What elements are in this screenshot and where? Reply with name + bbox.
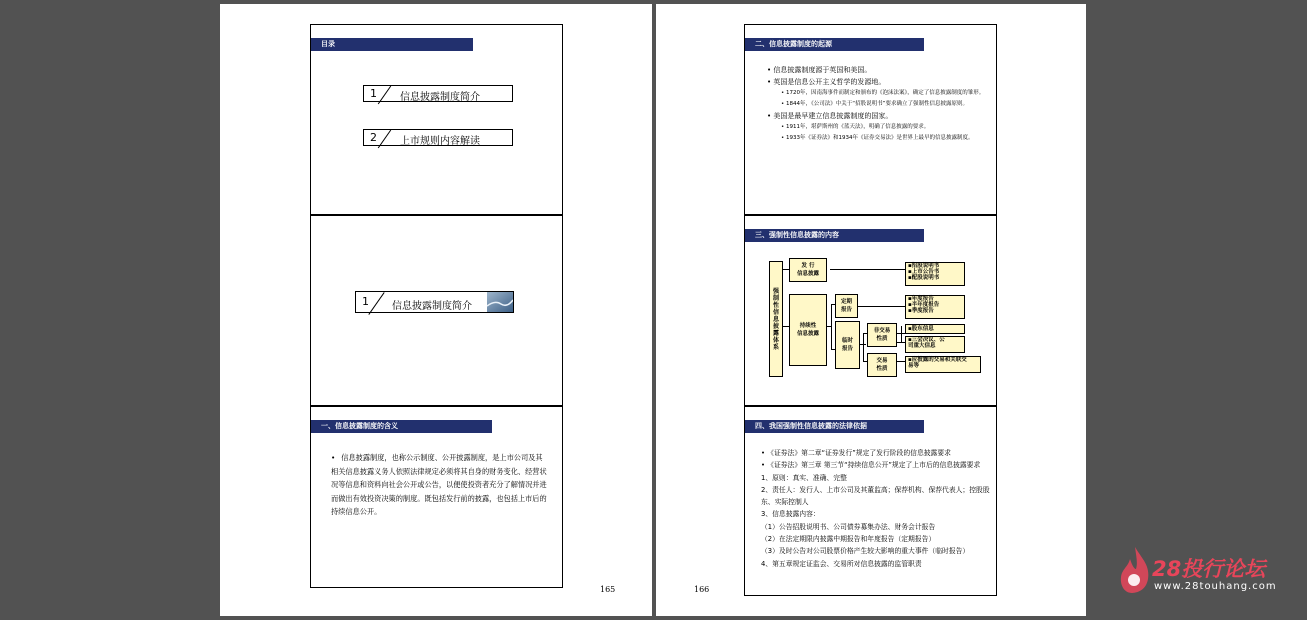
legal-line: （3）及时公告对公司股票价格产生较大影响的重大事件（临时报告） bbox=[761, 547, 970, 556]
connector bbox=[901, 326, 902, 343]
connector bbox=[830, 269, 905, 270]
bullet-item: • 《证券法》第二章“证券发行”规定了发行阶段的信息披露要求 bbox=[761, 449, 951, 457]
origin-slide bbox=[744, 24, 997, 215]
watermark-url: www.28touhang.com bbox=[1154, 581, 1277, 592]
toc-item-2[interactable] bbox=[363, 129, 513, 146]
sub-bullet-item: • 1844年，《公司法》中关于“招股说明书”要求确立了强制性信息披露原则。 bbox=[781, 101, 968, 107]
document-page-right bbox=[656, 4, 1086, 616]
section-label: 信息披露制度简介 bbox=[392, 301, 472, 312]
meaning-paragraph bbox=[331, 451, 549, 519]
toc-number: 2 bbox=[370, 131, 377, 144]
meaning-text: 信息披露制度，也称公示制度、公开披露制度，是上市公司及其相关信息披露义务人依照法律规定必须将其自身的财务变化、经营状况等信息和资料向社会公开或公告，以便使投资者充分了解情况并进而做出有效投资决策的制度。既包括发行前的披露，也包括上市后的持续信息公开。 bbox=[331, 453, 547, 516]
slide-title-bar: 目录 bbox=[311, 38, 473, 51]
document-page-left bbox=[220, 4, 652, 616]
bullet-item: • 美国是最早建立信息披露制度的国家。 bbox=[767, 112, 893, 120]
page-number: 166 bbox=[694, 585, 710, 594]
connector bbox=[897, 361, 905, 362]
connector bbox=[858, 306, 905, 307]
bullet-item: • 英国是信息公开主义哲学的发源地。 bbox=[767, 78, 886, 86]
legal-content bbox=[761, 447, 995, 570]
divider-slash bbox=[368, 292, 384, 315]
mandatory-slide bbox=[744, 215, 997, 406]
legal-line: 2、责任人：发行人、上市公司及其董监高；保荐机构、保荐代表人；控股股东、实际控制人 bbox=[761, 485, 990, 507]
toc-label: 信息披露制度简介 bbox=[400, 92, 480, 103]
slide-title-bar: 四、我国强制性信息披露的法律依据 bbox=[745, 420, 924, 433]
connector bbox=[831, 304, 832, 349]
legal-line: （2）在法定期限内披露中期报告和年度报告（定期报告） bbox=[761, 535, 936, 544]
issuance-box: 发 行 信息披露 bbox=[789, 258, 827, 282]
bullet-item: • 《证券法》第三章 第三节“持续信息公开”规定了上市后的信息披露要求 bbox=[761, 461, 981, 470]
temporary-box: 临时 报告 bbox=[835, 321, 860, 369]
legal-line: （1）公告招股说明书、公司债券募集办法、财务会计报告 bbox=[761, 522, 936, 531]
section-slide bbox=[310, 215, 563, 406]
non-trading-box: 非交易 性质 bbox=[867, 323, 897, 347]
toc-number: 1 bbox=[370, 87, 377, 100]
bullet-icon: • bbox=[331, 453, 336, 462]
issuance-docs-box: ▪招股说明书 ▪上市公告书 ▪配股说明书 bbox=[905, 262, 965, 286]
toc-label: 上市规则内容解读 bbox=[400, 136, 480, 147]
slide-title-bar: 二、信息披露制度的起源 bbox=[745, 38, 924, 51]
toc-slide bbox=[310, 24, 563, 215]
legal-line: 3、信息披露内容： bbox=[761, 510, 820, 519]
meetings-box: ▪三会决议、公 司重大信息 bbox=[905, 336, 965, 353]
trading-box: 交易 性质 bbox=[867, 353, 897, 377]
divider-slash bbox=[378, 86, 391, 105]
sub-bullet-item: • 1911年，堪萨斯州的《蓝天法》，明确了信息披露的要求。 bbox=[781, 124, 930, 130]
origin-bullets bbox=[767, 65, 989, 144]
continuous-box: 持续性 信息披露 bbox=[789, 294, 827, 366]
slide-title-bar: 三、强制性信息披露的内容 bbox=[745, 229, 924, 242]
shareholder-info-box: ▪股东信息 bbox=[905, 324, 965, 334]
legal-line: 1、原则：真实、准确、完整 bbox=[761, 473, 847, 482]
section-heading bbox=[355, 291, 514, 313]
slide-title-bar: 一、信息披露制度的含义 bbox=[311, 420, 492, 433]
flame-logo-icon bbox=[1118, 545, 1152, 595]
diagram-root-box: 强制性信息披露体系 bbox=[769, 261, 783, 377]
page-number: 165 bbox=[600, 585, 616, 594]
bullet-item: • 信息披露制度源于英国和美国。 bbox=[767, 66, 872, 74]
divider-slash bbox=[378, 130, 391, 149]
sub-bullet-item: • 1933年《证券法》和1934年《证券交易法》是世界上最早的信息披露制度。 bbox=[781, 135, 974, 141]
legal-slide bbox=[744, 406, 997, 596]
connector bbox=[863, 333, 864, 361]
watermark bbox=[1118, 543, 1288, 597]
sub-bullet-item: • 1720年，因南海事件而制定和颁布的《泡沫法案》，确定了信息披露制度的雏形。 bbox=[781, 90, 985, 96]
periodic-box: 定期 报告 bbox=[835, 294, 858, 318]
legal-line: 4、第五章规定证监会、交易所对信息披露的监管职责 bbox=[761, 559, 922, 568]
meaning-slide bbox=[310, 406, 563, 588]
section-number: 1 bbox=[362, 295, 369, 308]
watermark-brand: 28投行论坛 bbox=[1152, 557, 1266, 581]
toc-item-1[interactable] bbox=[363, 85, 513, 102]
decorative-image-icon bbox=[487, 292, 513, 312]
periodic-docs-box: ▪年度报告 ▪半年度报告 ▪季度报告 bbox=[905, 295, 965, 319]
related-trading-box: ▪应披露的交易和关联交 易等 bbox=[905, 356, 981, 373]
